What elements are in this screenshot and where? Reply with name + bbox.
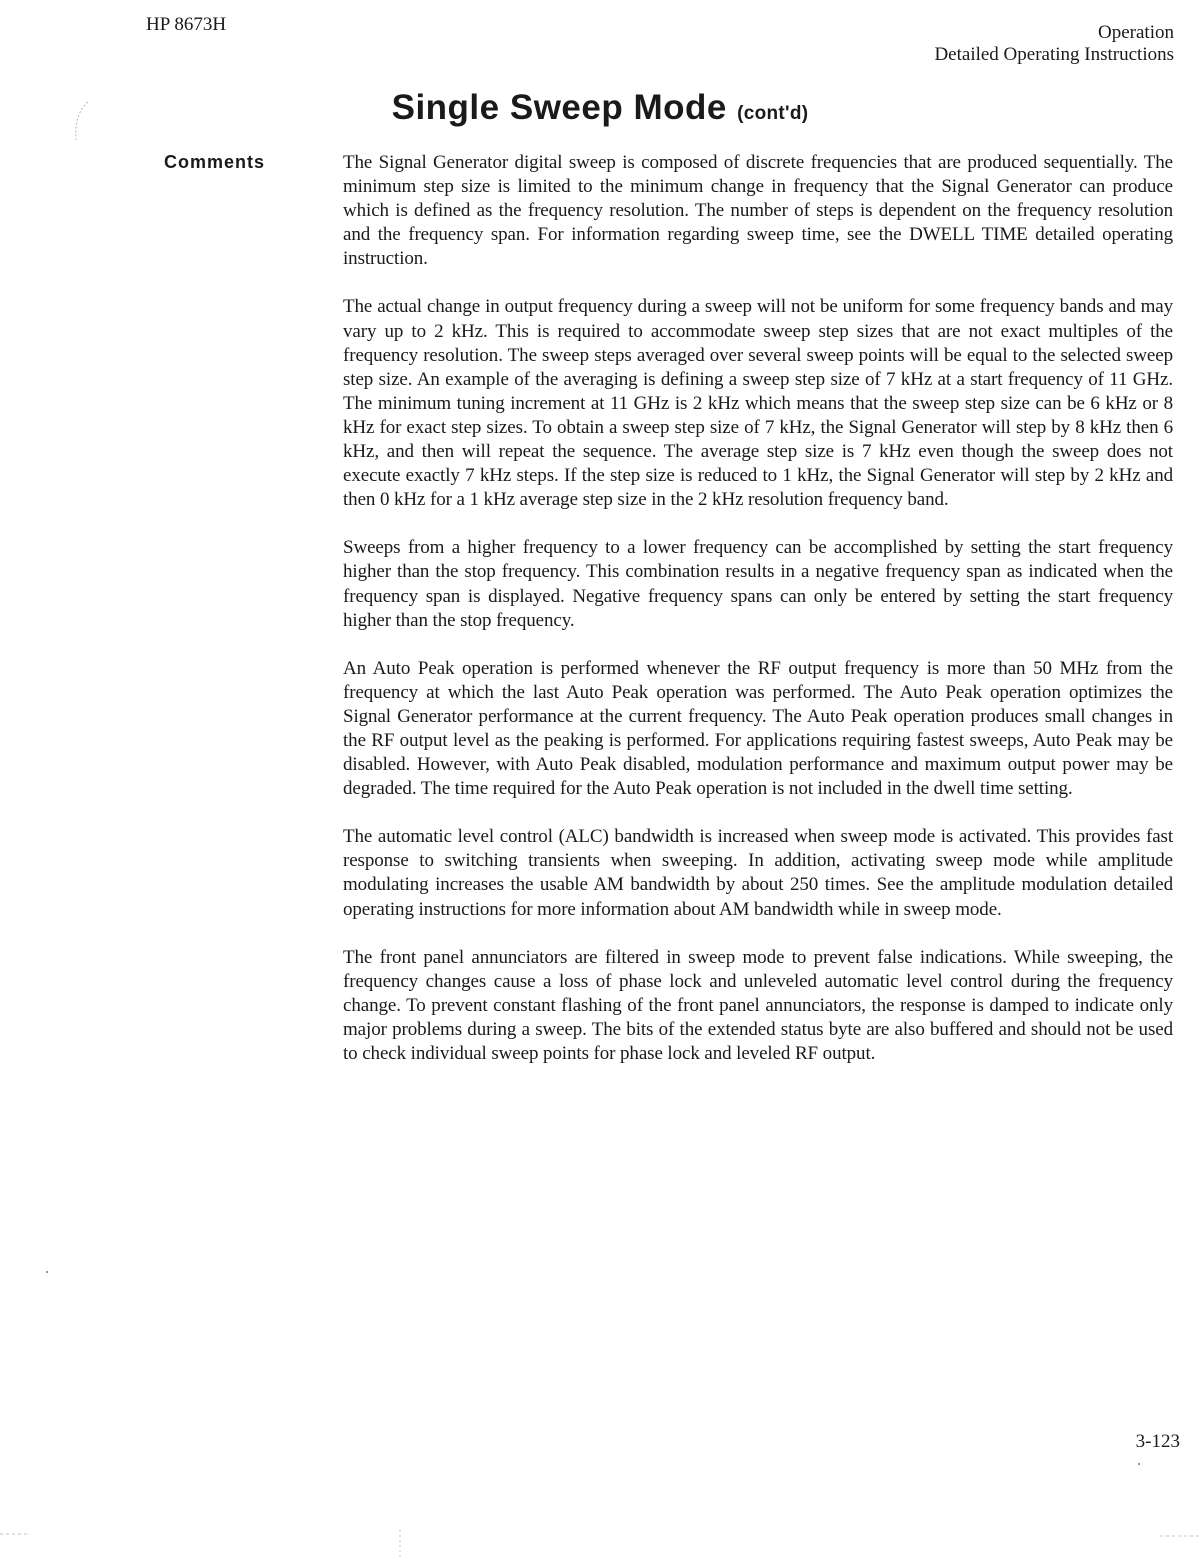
title-main: Single Sweep Mode: [391, 88, 727, 127]
paragraph-5: The automatic level control (ALC) bandwidth is increased when sweep mode is activated. This provides fast response to switching transients when sweeping. In addition, activating sweep mode while amplitude modulating increases the usable AM bandwidth by about 250 times. See the amplitude modulation detailed operating instructions for more information about AM bandwidth while in sweep mode.: [343, 826, 1173, 920]
scan-bottom-edge: [0, 1530, 1200, 1560]
header-right: [934, 22, 1174, 66]
header-section: Operation: [1098, 22, 1174, 43]
page-number: 3-123: [1135, 1431, 1180, 1452]
section-label-comments: Comments: [164, 152, 266, 172]
scan-speck: [46, 1271, 48, 1273]
header-model: HP 8673H: [146, 14, 227, 35]
comments-body: [343, 151, 1173, 1090]
paragraph-6: The front panel annunciators are filtered in sweep mode to prevent false indications. While sweeping, the frequency changes cause a loss of phase lock and unleveled automatic level control during the frequency change. To prevent constant flashing of the front panel annunciators, the response is damped to indicate only major problems during a sweep. The bits of the extended status byte are also buffered and should not be used to check individual sweep points for phase lock and leveled RF output.: [343, 946, 1173, 1064]
paragraph-2: The actual change in output frequency during a sweep will not be uniform for some frequency bands and may vary up to 2 kHz. This is required to accommodate sweep step sizes that are not exact multiples of the frequency resolution. The sweep steps averaged over several sweep points will be equal to the selected sweep step size. An example of the averaging is defining a sweep step size of 7 kHz at a start frequency of 11 GHz. The minimum tuning increment at 11 GHz is 2 kHz which means that the sweep step size can be 6 kHz or 8 kHz for exact step sizes. To obtain a sweep step size of 7 kHz, the Signal Generator will step by 8 kHz then 6 kHz, and then will repeat the sequence. The average step size is 7 kHz even though the sweep does not execute exactly 7 kHz steps. If the step size is reduced to 1 kHz, the Signal Generator will step by 2 kHz and then 0 kHz for a 1 kHz average step size in the 2 kHz resolution frequency band.: [343, 296, 1173, 511]
paragraph-3: Sweeps from a higher frequency to a lower frequency can be accomplished by setting the start frequency higher than the stop frequency. This combination results in a negative frequency span as indicated when the frequency span is displayed. Negative frequency spans can only be entered by setting the start frequency higher than the stop frequency.: [343, 537, 1173, 631]
paragraph-1: The Signal Generator digital sweep is composed of discrete frequencies that are produced sequentially. The minimum step size is limited to the minimum change in frequency that the Signal Generator can produce which is defined as the frequency resolution. The number of steps is dependent on the frequency resolution and the frequency span. For information regarding sweep time, see the DWELL TIME detailed operating instruction.: [343, 152, 1173, 270]
paragraph-4: An Auto Peak operation is performed whenever the RF output frequency is more than 50 MHz from the frequency at which the last Auto Peak operation was performed. The Auto Peak operation optimizes the Signal Generator performance at the current frequency. The Auto Peak operation produces small changes in the RF output level as the peaking is performed. For applications requiring fastest sweeps, Auto Peak may be disabled. However, with Auto Peak disabled, modulation performance and maximum output power may be degraded. The time required for the Auto Peak operation is not included in the dwell time setting.: [343, 657, 1173, 800]
header-subsection: Detailed Operating Instructions: [934, 44, 1174, 65]
title-suffix: (cont'd): [737, 103, 809, 124]
page-title: [0, 86, 1200, 136]
scan-speck: [1138, 1463, 1140, 1465]
